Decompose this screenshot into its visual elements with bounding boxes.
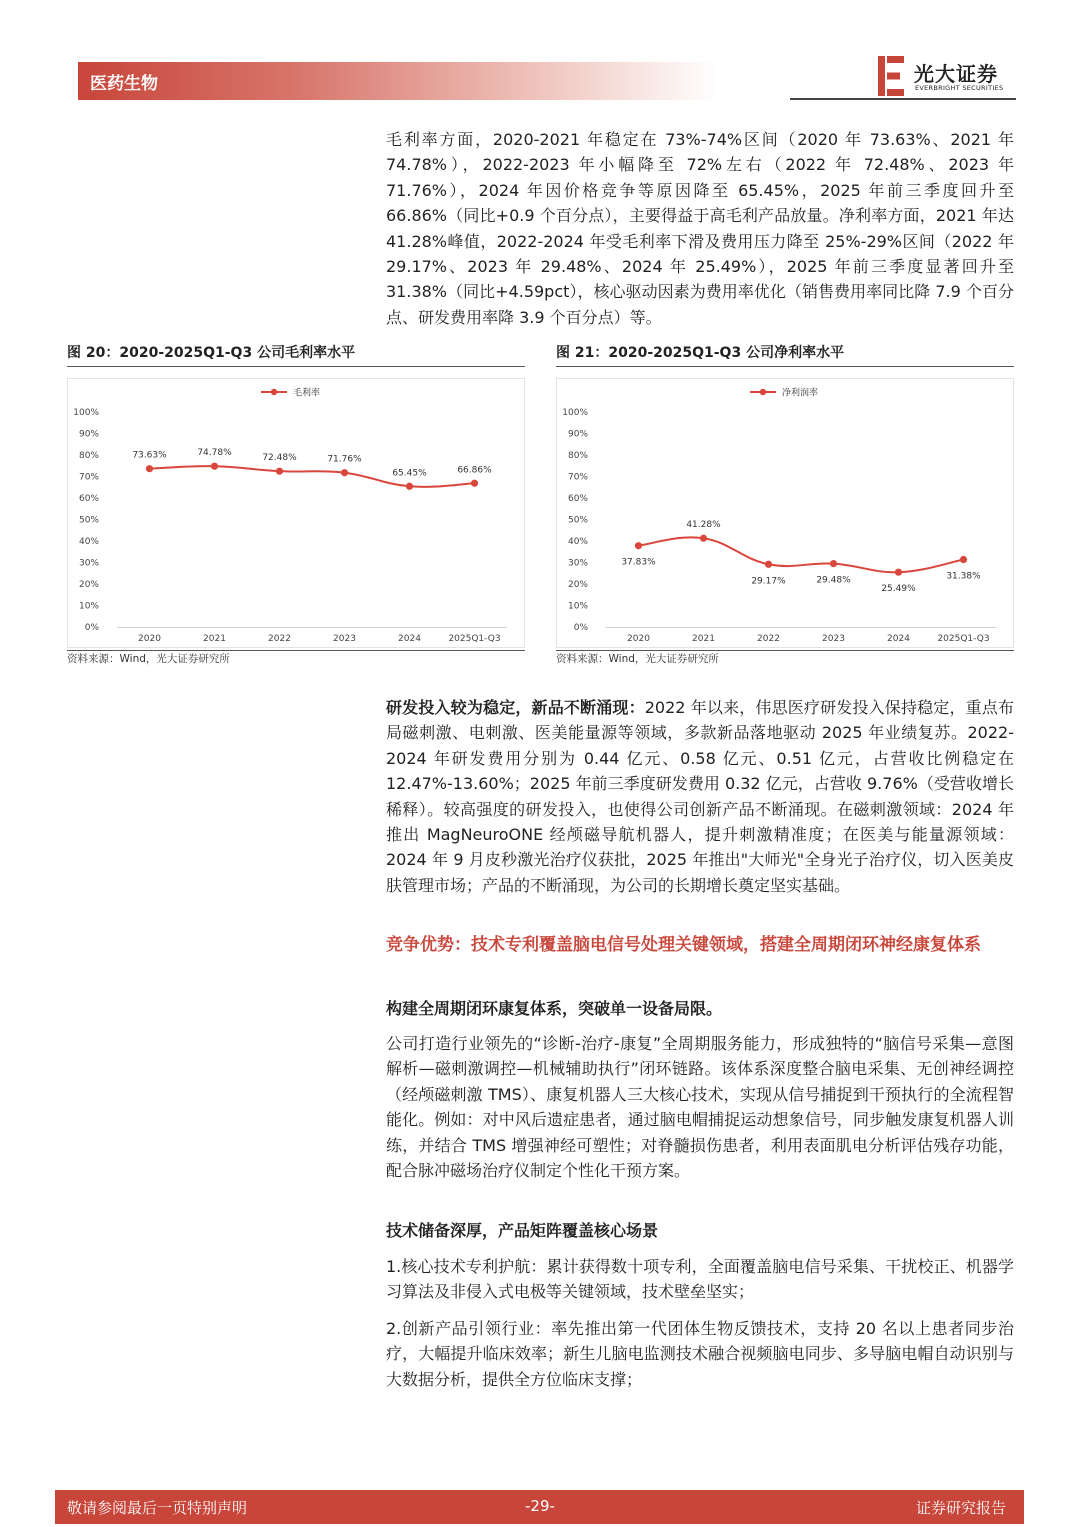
x-tick-label: 2022 [757,634,780,644]
figure-21-source: 资料来源：Wind，光大证券研究所 [556,653,719,665]
chart-frame [68,379,525,648]
footer-disclaimer: 敬请参阅最后一页特别声明 [67,1499,248,1517]
y-tick-label: 0% [573,623,588,633]
legend-marker [271,389,277,395]
data-label: 41.28% [686,520,721,531]
figure-21-title: 图 21：2020-2025Q1-Q3 公司净利率水平 [556,345,845,361]
data-point [211,463,218,470]
x-tick-label: 2025Q1-Q3 [937,634,990,644]
data-label: 29.48% [816,575,851,586]
figure-20-source: 资料来源：Wind，光大证券研究所 [67,653,230,665]
y-tick-label: 60% [78,494,99,504]
figure-21-rule [556,366,1014,367]
closed-loop-paragraph: 公司打造行业领先的“诊断-治疗-康复”全周期服务能力，形成独特的“脑信号采集—意图解析—磁刺激调控—机械辅助执行”闭环链路。该体系深度整合脑电采集、无创神经调控（经颅磁刺激 TMS）、康复机器人三大核心技术，实现从信号捕捉到干预执行的全流程智能化。例如：对中风后遗症患者，通过脑电帽捕捉运动想象信号，同步触发康复机器人训练，并结合 TMS 增强神经可塑性；对脊髓损伤患者，利用表面肌电分析评估残存功能，配合脉冲磁场治疗仪制定个性化干预方案。 [386,1034,1014,1181]
subheading-tech-reserve: 技术储备深厚，产品矩阵覆盖核心场景 [386,1221,659,1240]
data-label: 37.83% [621,557,656,568]
data-label: 74.78% [197,448,232,459]
gross-margin-chart-svg [67,378,525,648]
data-point [146,465,153,472]
y-tick-label: 10% [78,601,99,612]
legend-label: 净利润率 [782,388,819,399]
x-tick-label: 2024 [398,634,421,644]
y-tick-label: 30% [78,558,99,569]
chart-frame [557,379,1014,648]
footer-report-type: 证券研究报告 [915,1499,1006,1517]
y-tick-label: 80% [78,451,99,461]
data-point [765,561,772,568]
figure-20-rule [67,366,525,367]
x-tick-label: 2023 [822,634,845,644]
figure-20-title: 图 20：2020-2025Q1-Q3 公司毛利率水平 [67,345,356,361]
patent-paragraph: 1.核心技术专利护航：累计获得数十项专利，全面覆盖脑电信号采集、干扰校正、机器学习算法及非侵入式电极等关键领域，技术壁垒坚实； [386,1257,1014,1302]
header-rule [790,98,1016,100]
header-band [78,62,718,100]
data-point [276,468,283,475]
page-number: -29- [525,1497,555,1515]
logo-text-en: EVERBRIGHT SECURITIES [915,84,1004,92]
legend-label: 毛利率 [293,388,321,399]
margin-analysis-paragraph: 毛利率方面，2020-2021 年稳定在 73%-74%区间（2020 年 73.63%、2021 年 74.78%），2022-2023 年小幅降至 72%左右（2022 年 72.48%、2023 年 71.76%），2024 年因价格竞争等原因降至 65.45%，2025 年前三季度回升至 66.86%（同比+0.9 个百分点），主要得益于高毛利产品放量。净利率方面，2021 年达 41.28%峰值，2022-2024 年受毛利率下滑及费用压力降至 25%-29%区间（2022 年 29.17%、2023 年 29.48%、2024 年 25.49%），2025 年前三季度显著回升至 31.38%（同比+4.59pct），核心驱动因素为费用率优化（销售费用率同比降 7.9 个百分点、研发费用率降 3.9 个百分点）等。 [386,130,1014,327]
x-tick-label: 2020 [138,634,161,644]
y-tick-label: 80% [567,451,588,461]
rd-paragraph-lead: 研发投入较为稳定，新品不断涌现： [386,698,645,717]
data-point [700,535,707,542]
y-tick-label: 0% [84,623,99,633]
x-tick-label: 2024 [887,634,910,644]
data-point [635,542,642,549]
x-tick-label: 2020 [627,634,650,644]
data-point [471,480,478,487]
section-label: 医药生物 [90,74,158,94]
y-tick-label: 10% [567,601,588,612]
data-point [406,483,413,490]
y-tick-label: 20% [567,580,588,590]
footer-band [55,1490,1024,1524]
y-tick-label: 40% [78,537,99,547]
y-tick-label: 100% [562,408,588,418]
rd-paragraph [386,695,1014,898]
x-tick-label: 2021 [692,634,715,644]
y-tick-label: 70% [78,472,99,483]
data-label: 72.48% [262,453,297,464]
legend-marker [760,389,766,395]
y-tick-label: 50% [567,515,588,526]
section-title: 竞争优势：技术专利覆盖脑电信号处理关键领域，搭建全周期闭环神经康复体系 [386,935,981,955]
y-tick-label: 60% [567,494,588,504]
data-label: 65.45% [392,468,427,479]
data-label: 66.86% [457,465,492,476]
logo-text-cn: 光大证券 [914,62,998,86]
y-tick-label: 90% [78,429,99,440]
data-point [960,556,967,563]
data-label: 71.76% [327,454,362,465]
subheading-closed-loop: 构建全周期闭环康复体系，突破单一设备局限。 [386,999,723,1018]
data-label: 31.38% [946,571,981,582]
y-tick-label: 100% [73,408,99,418]
gross-margin-chart [67,378,525,648]
data-point [895,569,902,576]
y-tick-label: 30% [567,558,588,569]
y-tick-label: 70% [567,472,588,483]
y-tick-label: 50% [78,515,99,526]
product-paragraph: 2.创新产品引领行业：率先推出第一代团体生物反馈技术，支持 20 名以上患者同步治疗，大幅提升临床效率；新生儿脑电监测技术融合视频脑电同步、多导脑电帽自动识别与大数据分析，提供全方位临床支撑； [386,1319,1014,1389]
x-tick-label: 2023 [333,634,356,644]
y-tick-label: 20% [78,580,99,590]
everbright-logo [878,56,1018,98]
data-label: 73.63% [132,450,167,461]
data-point [341,469,348,476]
data-point [830,560,837,567]
rd-paragraph-body: 2022 年以来，伟思医疗研发投入保持稳定，重点布局磁刺激、电刺激、医美能量源等领域，多款新品落地驱动 2025 年业绩复苏。2022-2024 年研发费用分别为 0.44 亿元、0.58 亿元、0.51 亿元，占营收比例稳定在 12.47%-13.60%；2025 年前三季度研发费用 0.32 亿元，占营收 9.76%（受营收增长稀释）。较高强度的研发投入，也使得公司创新产品不断涌现。在磁刺激领域：2024 年推出 MagNeuroONE 经颅磁导航机器人，提升刺激精准度；在医美与能量源领域：2024 年 9 月皮秒激光治疗仪获批，2025 年推出"大师光"全身光子治疗仪，切入医美皮肤管理市场；产品的不断涌现，为公司的长期增长奠定坚实基础。 [386,698,1014,895]
logo-mark-icon [878,56,904,96]
x-tick-label: 2025Q1-Q3 [448,634,501,644]
data-label: 29.17% [751,576,786,587]
x-tick-label: 2022 [268,634,291,644]
net-margin-chart [556,378,1014,648]
y-tick-label: 40% [567,537,588,547]
net-margin-chart-svg [556,378,1014,648]
data-label: 25.49% [881,584,916,595]
y-tick-label: 90% [567,429,588,440]
x-tick-label: 2021 [203,634,226,644]
